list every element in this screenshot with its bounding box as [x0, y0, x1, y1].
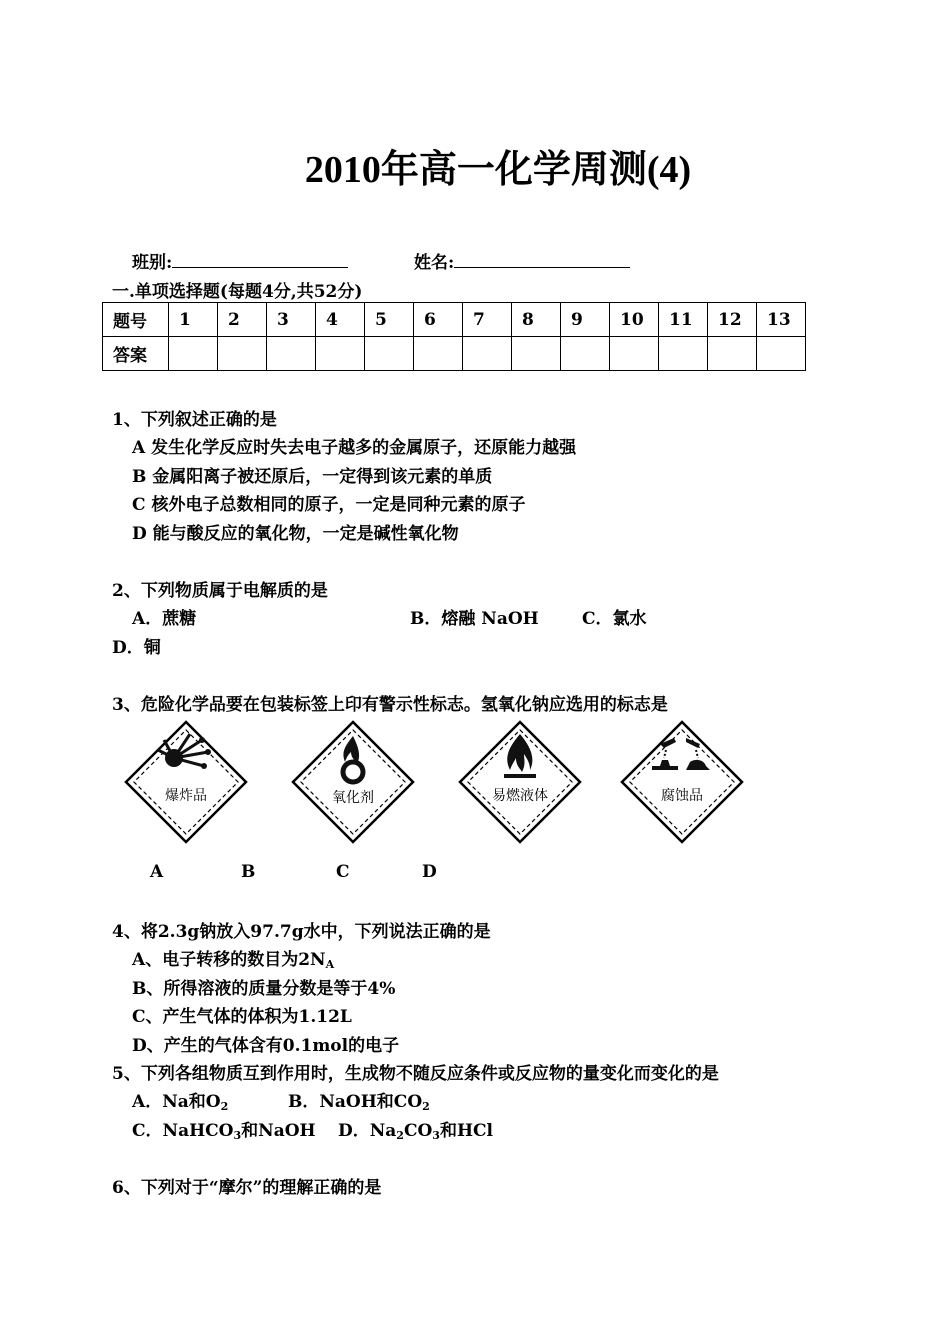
question-number: 2 [218, 303, 267, 337]
answer-cell[interactable] [169, 337, 218, 371]
subscript: 2 [396, 1129, 404, 1142]
question-number: 10 [610, 303, 659, 337]
section1-heading: 一.单项选择题(每题4分,共52分) [112, 282, 363, 302]
q2-option-d: D．铜 [112, 638, 161, 658]
q2-stem: 2、下列物质属于电解质的是 [112, 581, 328, 601]
answer-cell[interactable] [218, 337, 267, 371]
q5-option-a-text: A．Na和O [132, 1092, 221, 1112]
answer-cell[interactable] [708, 337, 757, 371]
explosive-sign-icon [124, 720, 248, 844]
class-blank[interactable] [172, 253, 348, 268]
q5-option-d-text: D．Na [338, 1121, 397, 1141]
q4-option-a-text: A、电子转移的数目为2N [132, 950, 326, 970]
answer-cell[interactable] [512, 337, 561, 371]
q3-option-b: B [241, 862, 256, 882]
q4-option-b: B、所得溶液的质量分数是等于4% [132, 979, 396, 999]
question-number: 7 [463, 303, 512, 337]
q4-option-d: D、产生的气体含有0.1mol的电子 [132, 1036, 400, 1056]
q5-option-c [132, 1116, 316, 1142]
subscript: 2 [422, 1100, 430, 1113]
oxidizer-sign-icon [291, 720, 415, 844]
class-label: 班别: [132, 253, 173, 273]
q1-option-b: B 金属阳离子被还原后，一定得到该元素的单质 [132, 467, 493, 487]
name-blank[interactable] [454, 253, 630, 268]
q4-option-a [132, 945, 334, 971]
question-number: 4 [316, 303, 365, 337]
q5-option-a [132, 1087, 228, 1113]
subscript: A [325, 958, 335, 971]
answer-cell[interactable] [414, 337, 463, 371]
question-number: 12 [708, 303, 757, 337]
q1-option-c: C 核外电子总数相同的原子，一定是同种元素的原子 [132, 495, 526, 515]
flammable-sign-icon [458, 720, 582, 844]
row-label-number: 题号 [103, 303, 169, 337]
class-field [132, 248, 348, 273]
q3-option-c: C [336, 862, 350, 882]
sign-label: 爆炸品 [165, 788, 207, 804]
question-number: 6 [414, 303, 463, 337]
answer-table [102, 302, 806, 371]
answer-cell[interactable] [610, 337, 659, 371]
answer-cell[interactable] [365, 337, 414, 371]
q5-stem: 5、下列各组物质互到作用时，生成物不随反应条件或反应物的量变化而变化的是 [112, 1064, 719, 1084]
q5-option-d-text-mid: CO [403, 1121, 433, 1141]
corrosive-sign-icon [620, 720, 744, 844]
q2-option-b: B．熔融 NaOH [410, 609, 539, 629]
q5-option-c-text-end: 和NaOH [241, 1121, 316, 1141]
explosive-sign [124, 720, 248, 844]
subscript: 2 [220, 1100, 229, 1113]
row-label-answer: 答案 [103, 337, 169, 371]
q4-stem: 4、将2.3g钠放入97.7g水中，下列说法正确的是 [112, 922, 491, 942]
question-number: 1 [169, 303, 218, 337]
q2-option-a: A．蔗糖 [132, 609, 197, 629]
subscript: 3 [233, 1129, 242, 1142]
question-number: 9 [561, 303, 610, 337]
q6-stem: 6、下列对于“摩尔”的理解正确的是 [112, 1178, 382, 1198]
answer-cell[interactable] [316, 337, 365, 371]
q2-option-c: C．氯水 [582, 609, 647, 629]
question-number: 8 [512, 303, 561, 337]
subscript: 3 [432, 1129, 440, 1142]
q3-option-a: A [150, 862, 164, 882]
table-row [103, 303, 806, 337]
q1-stem: 1、下列叙述正确的是 [112, 410, 277, 430]
oxidizer-sign [291, 720, 415, 844]
q4-option-c: C、产生气体的体积为1.12L [132, 1007, 352, 1027]
q1-option-d: D 能与酸反应的氧化物，一定是碱性氧化物 [132, 524, 459, 544]
q5-option-c-text: C．NaHCO [132, 1121, 234, 1141]
q5-option-d [338, 1116, 493, 1142]
q5-option-b-text: B．NaOH和CO [288, 1092, 423, 1112]
answer-cell[interactable] [757, 337, 806, 371]
flammable-liquid-sign [458, 720, 582, 844]
answer-cell[interactable] [659, 337, 708, 371]
question-number: 13 [757, 303, 806, 337]
page-title: 2010年高一化学周测(4) [304, 149, 692, 191]
answer-cell[interactable] [463, 337, 512, 371]
q5-option-b [288, 1087, 430, 1113]
name-field [414, 248, 630, 273]
sign-label: 氧化剂 [332, 790, 374, 806]
q3-option-d: D [422, 862, 437, 882]
sign-label: 腐蚀品 [661, 788, 703, 804]
question-number: 5 [365, 303, 414, 337]
q1-option-a: A 发生化学反应时失去电子越多的金属原子，还原能力越强 [132, 438, 577, 458]
sign-label: 易燃液体 [492, 788, 548, 804]
question-number: 11 [659, 303, 708, 337]
question-number: 3 [267, 303, 316, 337]
corrosive-sign [620, 720, 744, 844]
name-label: 姓名: [414, 253, 455, 273]
q3-stem: 3、危险化学品要在包装标签上印有警示性标志。氢氧化钠应选用的标志是 [112, 695, 668, 715]
answer-cell[interactable] [267, 337, 316, 371]
q5-option-d-text-end: 和HCl [439, 1121, 494, 1141]
answer-cell[interactable] [561, 337, 610, 371]
table-row [103, 337, 806, 371]
